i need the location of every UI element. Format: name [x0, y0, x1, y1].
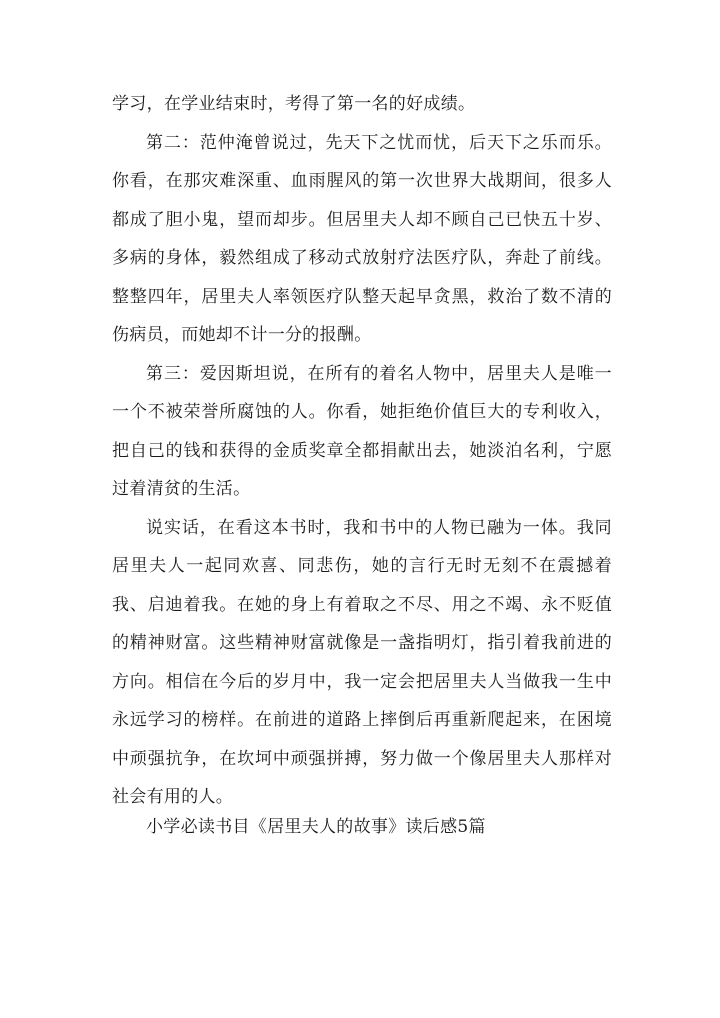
paragraph-second-point: 第二：范仲淹曾说过，先天下之忧而忧，后天下之乐而乐。你看，在那灾难深重、血雨腥风的第一次世界大战期间，很多人都成了胆小鬼，望而却步。但居里夫人却不顾自己已快五十岁、多病的身体，毅然组成了移动式放射疗法医疗队，奔赴了前线。整整四年，居里夫人率领医疗队整天起早贪黑，救治了数不清的伤病员，而她却不计一分的报酬。 [112, 132, 612, 345]
body-text [112, 355, 612, 509]
article-title: 小学必读书目《居里夫人的故事》读后感5篇 [146, 817, 486, 837]
body-text [112, 509, 612, 817]
body-text [112, 124, 612, 355]
paragraph-third-point: 第三：爱因斯坦说，在所有的着名人物中，居里夫人是唯一一个不被荣誉所腐蚀的人。你看，她拒绝价值巨大的专利收入，把自己的钱和获得的金质奖章全都捐献出去，她淡泊名利，宁愿过着清贫的生活。 [112, 363, 612, 499]
paragraph-continuation: 学习，在学业结束时，考得了第一名的好成绩。 [112, 94, 476, 114]
body-text [112, 85, 612, 124]
paragraph-reflection: 说实话，在看这本书时，我和书中的人物已融为一体。我同居里夫人一起同欢喜、同悲伤，她的言行无时无刻不在震撼着我、启迪着我。在她的身上有着取之不尽、用之不竭、永不贬值的精神财富。这些精神财富就像是一盏指明灯，指引着我前进的方向。相信在今后的岁月中，我一定会把居里夫人当做我一生中永远学习的榜样。在前进的道路上摔倒后再重新爬起来，在困境中顽强抗争，在坎坷中顽强拼搏，努力做一个像居里夫人那样对社会有用的人。 [112, 517, 612, 807]
